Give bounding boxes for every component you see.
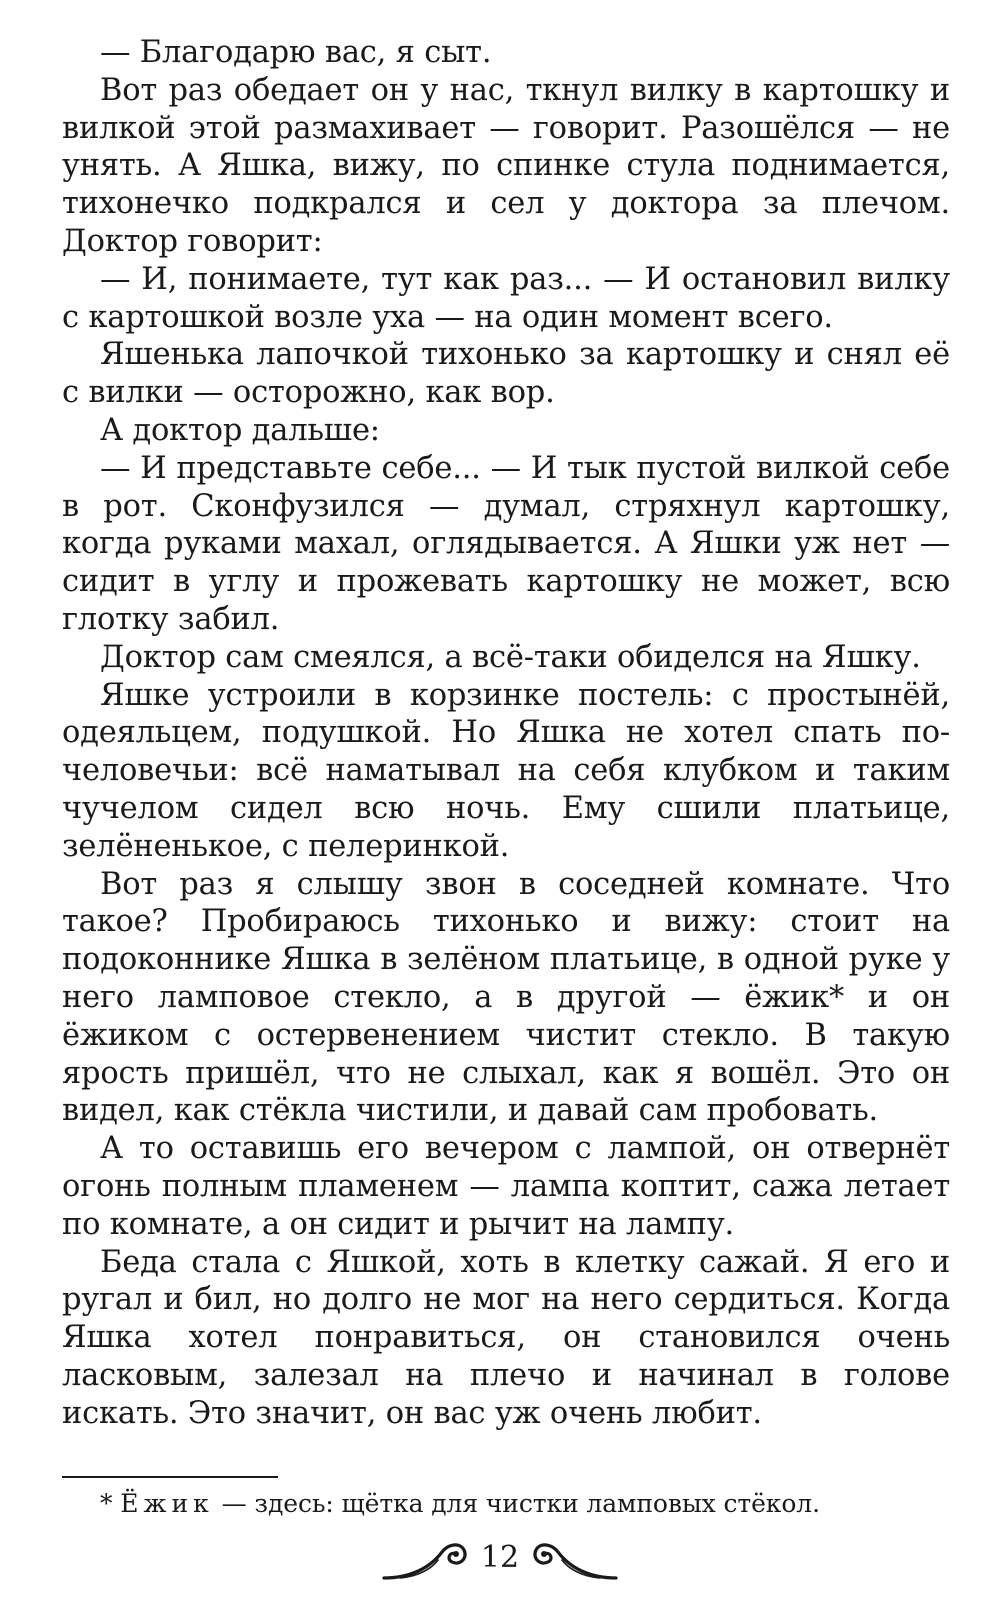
paragraph-2: Вот раз обедает он у нас, ткнул вилку в картошку и вилкой этой размахивает — говорит. Разошёлся — не унять. А Яшка, вижу, по спинке стула поднимается, тихонечко подкрался и сел у доктора за плечом. Доктор говорит:: [62, 72, 950, 259]
paragraph-3: — И, понимаете, тут как раз... — И остановил вилку с картошкой возле уха — на один момент всего.: [62, 261, 950, 335]
paragraph-6: — И представьте себе... — И тык пустой вилкой себе в рот. Сконфузился — думал, стряхнул картошку, когда руками махал, оглядывается. А Яшки уж нет — сидит в углу и прожевать картошку не может, всю глотку забил.: [62, 450, 950, 637]
page-number: 12: [480, 1540, 520, 1575]
paragraph-9: Вот раз я слышу звон в соседней комнате. Что такое? Пробираюсь тихонько и вижу: стоит на подоконнике Яшка в зелёном платьице, в одной руке у него ламповое стекло, а в другой — ёжик* и он ёжиком с остервенением чистит стекло. В такую ярость пришёл, что не слыхал, как я вошёл. Это он видел, как стёкла чистили, и давай сам пробовать.: [62, 866, 950, 1129]
paragraph-5: А доктор дальше:: [100, 412, 380, 448]
paragraph-4: Яшенька лапочкой тихонько за картошку и снял её с вилки — осторожно, как вор.: [62, 337, 950, 411]
paragraph-7: Доктор сам смеялся, а всё-таки обиделся на Яшку.: [100, 639, 921, 675]
page-number-block: [380, 1534, 620, 1584]
right-swirl-ornament-icon: [528, 1538, 620, 1584]
left-swirl-ornament-icon: [380, 1538, 472, 1584]
footnote-marker: *: [100, 1489, 113, 1518]
footnote-text: — здесь: щётка для чистки ламповых стёкол.: [221, 1489, 820, 1518]
paragraph-10: А то оставишь его вечером с лампой, он отвернёт огонь полным пламенем — лампа коптит, сажа летает по комнате, а он сидит и рычит на лампу.: [62, 1131, 950, 1242]
page-body: [62, 34, 950, 1432]
paragraph-1: — Благодарю вас, я сыт.: [100, 35, 492, 70]
paragraph-11: Беда стала с Яшкой, хоть в клетку сажай. Я его и ругал и бил, но долго не мог на него сердиться. Когда Яшка хотел понравиться, он становился очень ласковым, залезал на плечо и начинал в голове искать. Это значит, он вас уж очень любит.: [62, 1244, 950, 1431]
footnote-divider: [62, 1476, 278, 1478]
paragraph-8: Яшке устроили в корзинке постель: с простынёй, одеяльцем, подушкой. Но Яшка не хотел спать по-человечьи: всё наматывал на себя клубком и таким чучелом сидел всю ночь. Ему сшили платьице, зелёненькое, с пелеринкой.: [62, 677, 950, 864]
footnote: [62, 1488, 950, 1520]
footnote-term: Ёжик: [120, 1489, 214, 1518]
